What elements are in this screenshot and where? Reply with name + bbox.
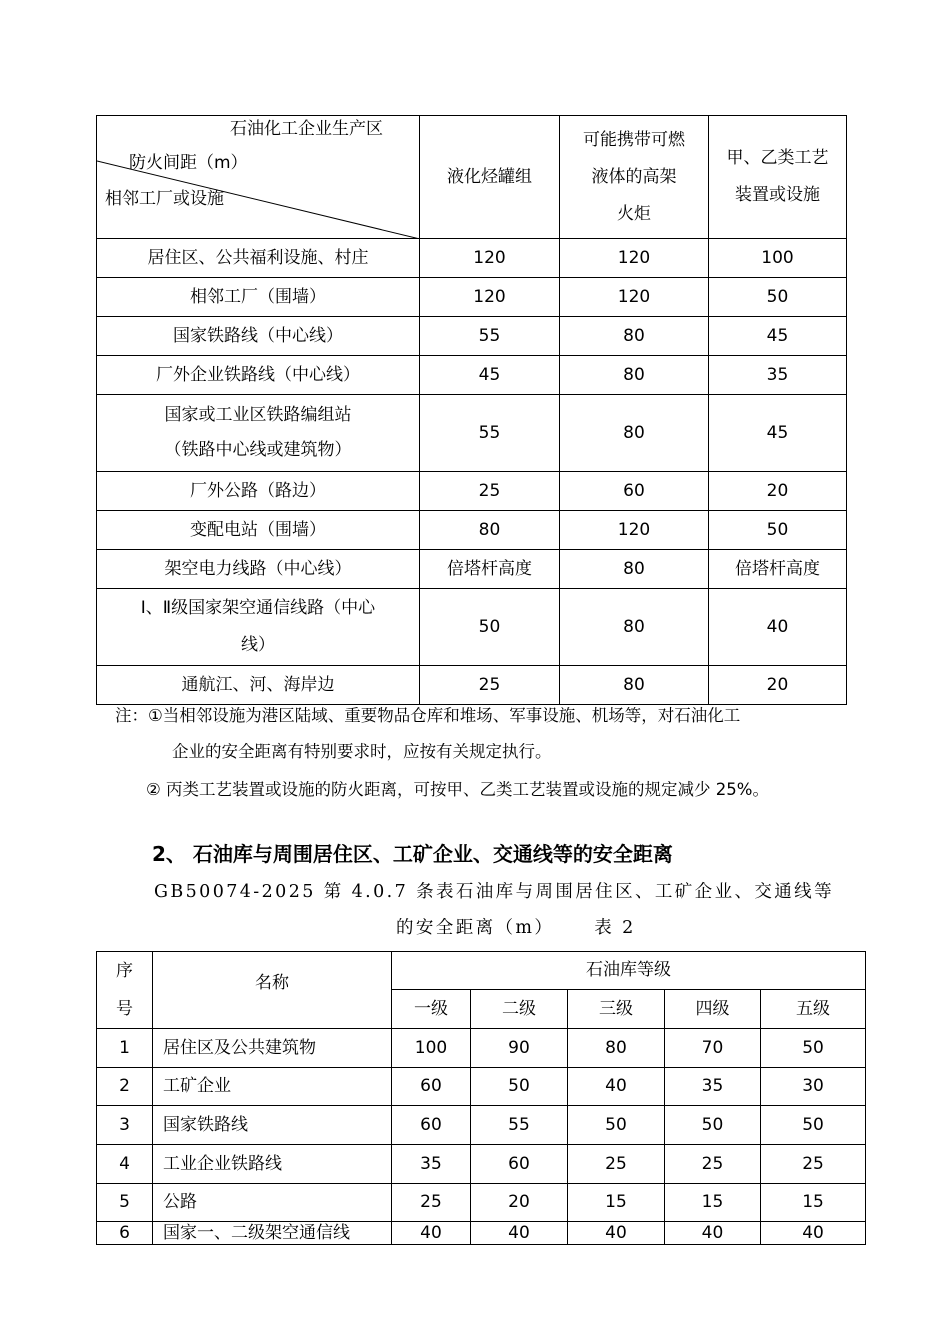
cell-value: 120	[560, 278, 709, 317]
table-row	[97, 472, 847, 511]
corner-top-label: 石油化工企业生产区	[230, 119, 383, 139]
cell-value: 45	[420, 356, 560, 395]
row-name	[97, 589, 420, 666]
corner-bottom-label: 相邻工厂或设施	[105, 189, 224, 209]
cell-value: 40	[392, 1222, 471, 1245]
cell-value: 70	[665, 1029, 761, 1068]
cell-value: 40	[568, 1222, 665, 1245]
cell-value: 80	[560, 666, 709, 705]
cell-value: 20	[709, 472, 847, 511]
cell-value: 倍塔杆高度	[709, 550, 847, 589]
row-number: 1	[97, 1029, 153, 1068]
oil-depot-distance-table	[96, 951, 866, 1245]
row-number: 2	[97, 1068, 153, 1106]
cell-value: 55	[420, 317, 560, 356]
table-row	[97, 1184, 866, 1222]
row-name: 国家一、二级架空通信线	[153, 1222, 392, 1245]
table1-header-row	[97, 116, 847, 239]
grade-header: 四级	[665, 990, 761, 1029]
row-name: 工业企业铁路线	[153, 1145, 392, 1184]
row-name	[97, 395, 420, 472]
row-name: 居住区及公共建筑物	[153, 1029, 392, 1068]
cell-value: 35	[709, 356, 847, 395]
note-line-2: 企业的安全距离有特别要求时，应按有关规定执行。	[172, 742, 552, 761]
table-row	[97, 356, 847, 395]
cell-value: 50	[761, 1106, 866, 1145]
grade-header: 三级	[568, 990, 665, 1029]
table-row	[97, 511, 847, 550]
cell-value: 45	[709, 317, 847, 356]
cell-value: 80	[560, 550, 709, 589]
cell-value: 50	[420, 589, 560, 666]
note-line-3: ② 丙类工艺装置或设施的防火距离，可按甲、乙类工艺装置或设施的规定减少 25%。	[146, 780, 769, 799]
grade-header: 一级	[392, 990, 471, 1029]
row-number: 6	[97, 1222, 153, 1245]
cell-value: 15	[568, 1184, 665, 1222]
header-seq-line: 号	[116, 999, 133, 1019]
caption-table-number: 表 2	[594, 918, 636, 938]
row-name-line: Ⅰ、Ⅱ级国家架空通信线路（中心	[140, 598, 376, 618]
cell-value: 80	[560, 356, 709, 395]
cell-value: 25	[420, 472, 560, 511]
header-flare	[560, 116, 709, 239]
row-name-line: （铁路中心线或建筑物）	[164, 440, 352, 460]
row-name: 居住区、公共福利设施、村庄	[97, 239, 420, 278]
grade-header: 五级	[761, 990, 866, 1029]
cell-value: 40	[471, 1222, 568, 1245]
cell-value: 60	[392, 1068, 471, 1106]
table2-caption-line-1: GB50074-2025 第 4.0.7 条表石油库与周围居住区、工矿企业、交通线等	[154, 882, 834, 902]
cell-value: 55	[471, 1106, 568, 1145]
table-row	[97, 1106, 866, 1145]
fire-distance-table	[96, 115, 847, 705]
cell-value: 50	[709, 278, 847, 317]
row-name-line: 线）	[241, 635, 275, 655]
cell-value: 35	[392, 1145, 471, 1184]
row-name: 相邻工厂（围墙）	[97, 278, 420, 317]
cell-value: 35	[665, 1068, 761, 1106]
cell-value: 100	[709, 239, 847, 278]
table-row	[97, 1222, 866, 1245]
cell-value: 60	[471, 1145, 568, 1184]
row-name: 工矿企业	[153, 1068, 392, 1106]
row-name: 厂外公路（路边）	[97, 472, 420, 511]
header-process-unit	[709, 116, 847, 239]
cell-value: 15	[665, 1184, 761, 1222]
cell-value: 100	[392, 1029, 471, 1068]
cell-value: 120	[420, 239, 560, 278]
row-name: 国家铁路线（中心线）	[97, 317, 420, 356]
table-row	[97, 317, 847, 356]
header-process-line: 甲、乙类工艺	[726, 148, 829, 168]
header-lpg-tank: 液化烃罐组	[420, 116, 560, 239]
cell-value: 50	[761, 1029, 866, 1068]
cell-value: 30	[761, 1068, 866, 1106]
table-row	[97, 1145, 866, 1184]
table-row	[97, 239, 847, 278]
table-row	[97, 666, 847, 705]
cell-value: 40	[709, 589, 847, 666]
cell-value: 50	[665, 1106, 761, 1145]
table-row	[97, 589, 847, 666]
cell-value: 80	[560, 317, 709, 356]
row-name: 厂外企业铁路线（中心线）	[97, 356, 420, 395]
table-row	[97, 395, 847, 472]
header-seq	[97, 952, 153, 1029]
table2-header-row	[97, 952, 866, 990]
cell-value: 40	[665, 1222, 761, 1245]
cell-value: 120	[420, 278, 560, 317]
header-seq-line: 序	[116, 961, 133, 981]
cell-value: 60	[392, 1106, 471, 1145]
cell-value: 55	[420, 395, 560, 472]
row-name: 变配电站（围墙）	[97, 511, 420, 550]
cell-value: 120	[560, 511, 709, 550]
cell-value: 40	[568, 1068, 665, 1106]
row-name: 国家铁路线	[153, 1106, 392, 1145]
caption-title-part: 的安全距离（m）	[396, 918, 555, 938]
cell-value: 25	[568, 1145, 665, 1184]
row-name: 通航江、河、海岸边	[97, 666, 420, 705]
table-row	[97, 550, 847, 589]
cell-value: 40	[761, 1222, 866, 1245]
cell-value: 50	[568, 1106, 665, 1145]
table-row	[97, 1068, 866, 1106]
cell-value: 25	[420, 666, 560, 705]
table-row	[97, 278, 847, 317]
header-flare-line: 火炬	[617, 203, 651, 224]
section-title: 2、 石油库与周围居住区、工矿企业、交通线等的安全距离	[152, 842, 673, 866]
table1-corner-cell	[97, 116, 420, 239]
cell-value: 50	[709, 511, 847, 550]
cell-value: 20	[709, 666, 847, 705]
cell-value: 45	[709, 395, 847, 472]
note-line-1: 注：①当相邻设施为港区陆域、重要物品仓库和堆场、军事设施、机场等，对石油化工	[115, 706, 741, 725]
header-flare-line: 可能携带可燃	[583, 129, 685, 150]
grade-header: 二级	[471, 990, 568, 1029]
cell-value: 80	[568, 1029, 665, 1068]
cell-value: 80	[560, 395, 709, 472]
cell-value: 120	[560, 239, 709, 278]
row-name-line: 国家或工业区铁路编组站	[164, 405, 352, 425]
cell-value: 20	[471, 1184, 568, 1222]
header-flare-line: 液体的高架	[591, 166, 677, 187]
table-row	[97, 1029, 866, 1068]
table2-caption-line-2	[396, 914, 636, 939]
cell-value: 80	[420, 511, 560, 550]
cell-value: 25	[392, 1184, 471, 1222]
corner-middle-label: 防火间距（m）	[129, 153, 248, 173]
row-number: 3	[97, 1106, 153, 1145]
cell-value: 60	[560, 472, 709, 511]
cell-value: 90	[471, 1029, 568, 1068]
row-number: 4	[97, 1145, 153, 1184]
row-number: 5	[97, 1184, 153, 1222]
cell-value: 25	[665, 1145, 761, 1184]
cell-value: 15	[761, 1184, 866, 1222]
header-depot-grade: 石油库等级	[392, 952, 866, 990]
cell-value: 25	[761, 1145, 866, 1184]
header-process-line: 装置或设施	[735, 185, 820, 205]
cell-value: 50	[471, 1068, 568, 1106]
cell-value: 倍塔杆高度	[420, 550, 560, 589]
row-name: 公路	[153, 1184, 392, 1222]
header-name: 名称	[153, 952, 392, 1029]
cell-value: 80	[560, 589, 709, 666]
row-name: 架空电力线路（中心线）	[97, 550, 420, 589]
